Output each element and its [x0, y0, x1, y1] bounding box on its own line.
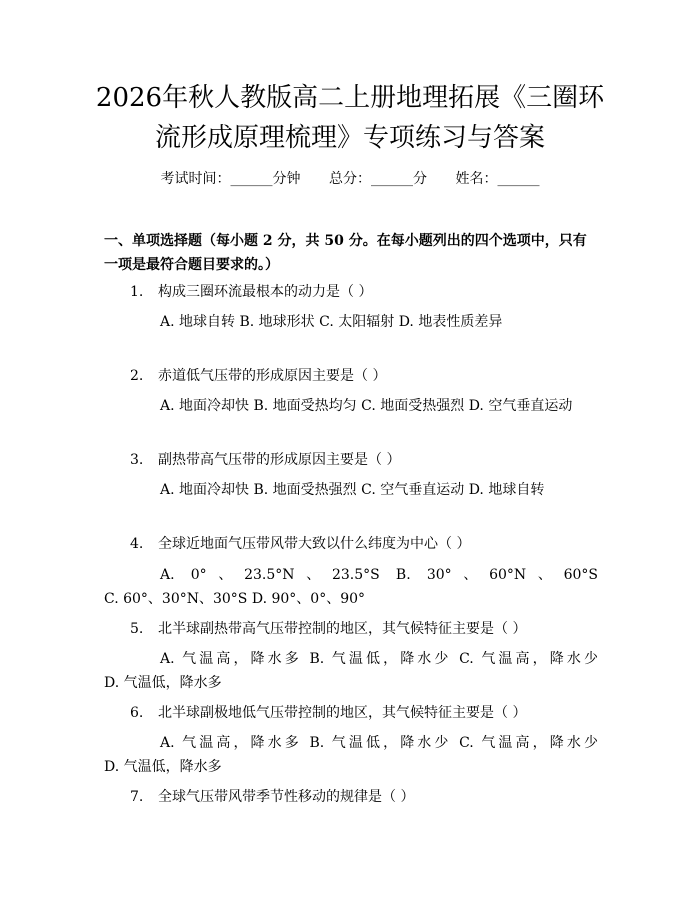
option-a: A. 地面冷却快 — [160, 482, 250, 498]
option-b: B. 地球形状 — [239, 314, 315, 330]
option-a: A. 气温高，降水多 — [160, 735, 302, 751]
question-number: 3. — [130, 452, 144, 468]
question-number: 4. — [130, 536, 144, 552]
document-title — [70, 78, 630, 158]
question-text: 全球近地面气压带风带大致以什么纬度为中心（ ） — [158, 536, 471, 552]
option-d: D. 气温低，降水多 — [104, 675, 222, 691]
question-number: 5. — [130, 621, 144, 637]
section-heading: 一、单项选择题（每小题 2 分，共 50 分。在每小题列出的四个选项中，只有一项是最符合题目要求的。） — [104, 233, 587, 273]
question-stem — [130, 787, 414, 807]
option-c: C. 60°、30°N、30°S — [104, 591, 248, 607]
question-stem — [130, 450, 400, 470]
question-text: 全球气压带风带季节性移动的规律是（ ） — [158, 789, 415, 805]
question-stem — [130, 703, 526, 723]
question-number: 7. — [130, 789, 144, 805]
option-b: B. 气温低，降水少 — [309, 651, 452, 667]
title-line-1: 2026年秋人教版高二上册地理拓展《三圈环 — [95, 83, 605, 113]
option-b: B. 地面受热强烈 — [253, 482, 357, 498]
title-line-2: 流形成原理梳理》专项练习与答案 — [154, 123, 545, 153]
exam-meta — [0, 170, 700, 188]
option-c: C. 空气垂直运动 — [361, 482, 465, 498]
option-b: B. 气温低，降水少 — [309, 735, 452, 751]
question-text: 构成三圈环流最根本的动力是（ ） — [158, 284, 373, 300]
option-c: C. 气温高，降水少 — [459, 651, 598, 667]
question-number: 6. — [130, 705, 144, 721]
exam-time-field: 考试时间：______分钟 — [160, 171, 301, 187]
option-d: D. 地表性质差异 — [398, 314, 503, 330]
question-options — [104, 310, 598, 334]
question-options — [104, 563, 598, 611]
question-options — [104, 647, 598, 695]
option-a: A. 0°、23.5°N、23.5°S — [160, 567, 380, 583]
option-c: C. 气温高，降水少 — [459, 735, 598, 751]
option-d: D. 地球自转 — [468, 482, 545, 498]
question-text: 副热带高气压带的形成原因主要是（ ） — [158, 452, 401, 468]
question-text: 北半球副热带高气压带控制的地区，其气候特征主要是（ ） — [158, 621, 527, 637]
option-b: B. 地面受热均匀 — [253, 398, 357, 414]
option-d: D. 气温低，降水多 — [104, 759, 222, 775]
question-stem — [130, 366, 386, 386]
option-a: A. 地面冷却快 — [160, 398, 250, 414]
option-d: D. 90°、0°、90° — [251, 591, 366, 607]
question-stem — [130, 534, 470, 554]
question-text: 赤道低气压带的形成原因主要是（ ） — [158, 368, 387, 384]
option-a: A. 气温高，降水多 — [160, 651, 302, 667]
question-options — [104, 394, 598, 418]
option-b: B. 30°、60°N、60°S — [395, 567, 598, 583]
option-a: A. 地球自转 — [160, 314, 236, 330]
question-stem — [130, 282, 372, 302]
option-c: C. 地面受热强烈 — [361, 398, 465, 414]
question-text: 北半球副极地低气压带控制的地区，其气候特征主要是（ ） — [158, 705, 527, 721]
student-name-field: 姓名：______ — [455, 171, 540, 187]
option-c: C. 太阳辐射 — [319, 314, 395, 330]
total-score-field: 总分：______分 — [329, 171, 427, 187]
question-stem — [130, 619, 526, 639]
question-options — [104, 478, 598, 502]
option-d: D. 空气垂直运动 — [468, 398, 573, 414]
question-number: 2. — [130, 368, 144, 384]
question-number: 1. — [130, 284, 144, 300]
question-options — [104, 731, 598, 779]
